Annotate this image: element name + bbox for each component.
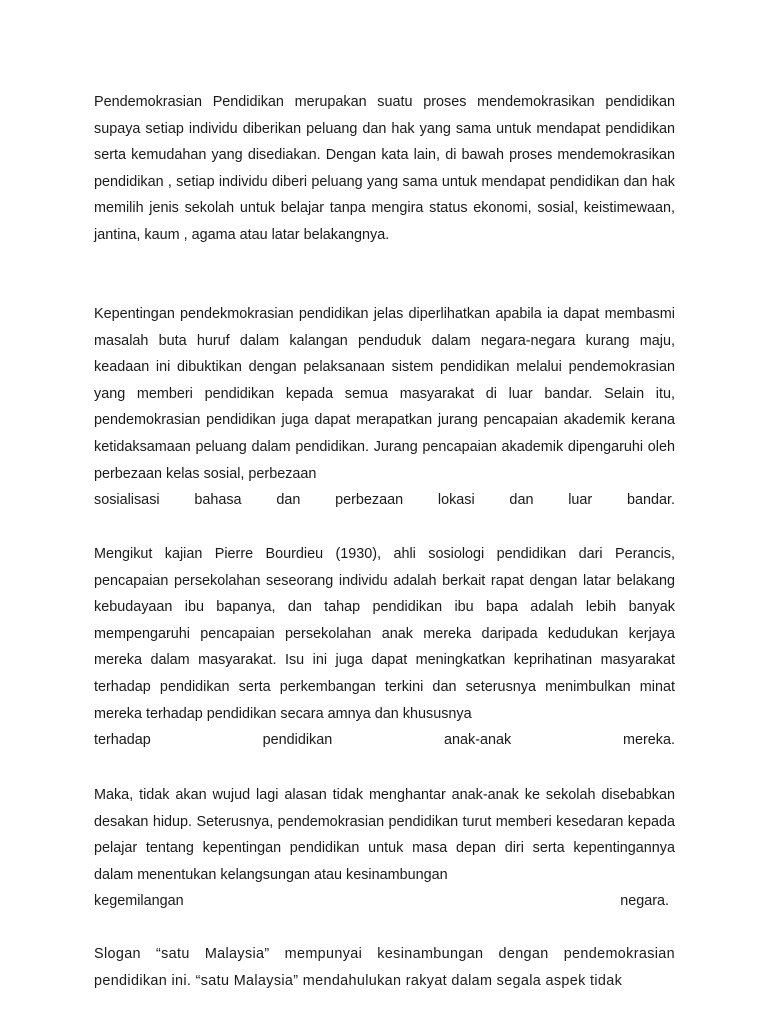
last-line-right-word: negara. bbox=[620, 893, 669, 909]
paragraph-bourdieu bbox=[94, 541, 675, 754]
paragraph-bourdieu-body: Mengikut kajian Pierre Bourdieu (1930), ahli sosiologi pendidikan dari Perancis, pencapaian persekolahan seseorang individu adalah berkait rapat dengan latar belakang kebudayaan ibu bapanya, dan tahap pendidikan ibu bapa adalah lebih banyak mempengaruhi pencapaian persekolahan anak mereka daripada kedudukan kerjaya mereka dalam masyarakat. Isu ini juga dapat meningkatkan keprihatinan masyarakat terhadap pendidikan serta perkembangan terkini dan seterusnya menimbulkan minat mereka terhadap pendidikan secara amnya dan khususnya bbox=[94, 546, 675, 722]
paragraph-importance-body: Kepentingan pendekmokrasian pendidikan jelas diperlihatkan apabila ia dapat membasmi masalah buta huruf dalam kalangan penduduk dalam negara-negara kurang maju, keadaan ini dibuktikan dengan pelaksanaan sistem pendidikan melalui pendemokrasian yang memberi pendidikan kepada semua masyarakat di luar bandar. Selain itu, pendemokrasian pendidikan juga dapat merapatkan jurang pencapaian akademik kerana ketidaksamaan peluang dalam pendidikan. Jurang pencapaian akademik dipengaruhi oleh perbezaan kelas sosial, perbezaan bbox=[94, 306, 675, 482]
paragraph-bourdieu-last-line: terhadap pendidikan anak-anak mereka. bbox=[94, 732, 675, 749]
paragraph-definition: Pendemokrasian Pendidikan merupakan suatu proses mendemokrasikan pendidikan supaya setiap individu diberikan peluang dan hak yang sama untuk mendapat pendidikan serta kemudahan yang disediakan. Dengan kata lain, di bawah proses mendemokrasikan pendidikan , setiap individu diberi peluang yang sama untuk mendapat pendidikan dan hak memilih jenis sekolah untuk belajar tanpa mengira status ekonomi, sosial, keistimewaan, jantina, kaum , agama atau latar belakangnya. bbox=[94, 94, 675, 243]
paragraph-importance bbox=[94, 301, 675, 514]
paragraph-importance-last-line: sosialisasi bahasa dan perbezaan lokasi dan luar bandar. bbox=[94, 492, 675, 509]
paragraph-slogan: Slogan “satu Malaysia” mempunyai kesinambungan dengan pendemokrasian pendidikan ini. “satu Malaysia” mendahulukan rakyat dalam segala aspek tidak bbox=[94, 946, 675, 989]
paragraph-consequence-last-line bbox=[94, 888, 675, 915]
last-line-left-word: kegemilangan bbox=[94, 893, 184, 909]
paragraph-consequence: Maka, tidak akan wujud lagi alasan tidak menghantar anak-anak ke sekolah disebabkan desakan hidup. Seterusnya, pendemokrasian pendidikan turut memberi kesedaran kepada pelajar tentang kepentingan pendidikan untuk masa depan diri serta kepentingannya dalam menentukan kelangsungan atau kesinambungan bbox=[94, 787, 675, 883]
